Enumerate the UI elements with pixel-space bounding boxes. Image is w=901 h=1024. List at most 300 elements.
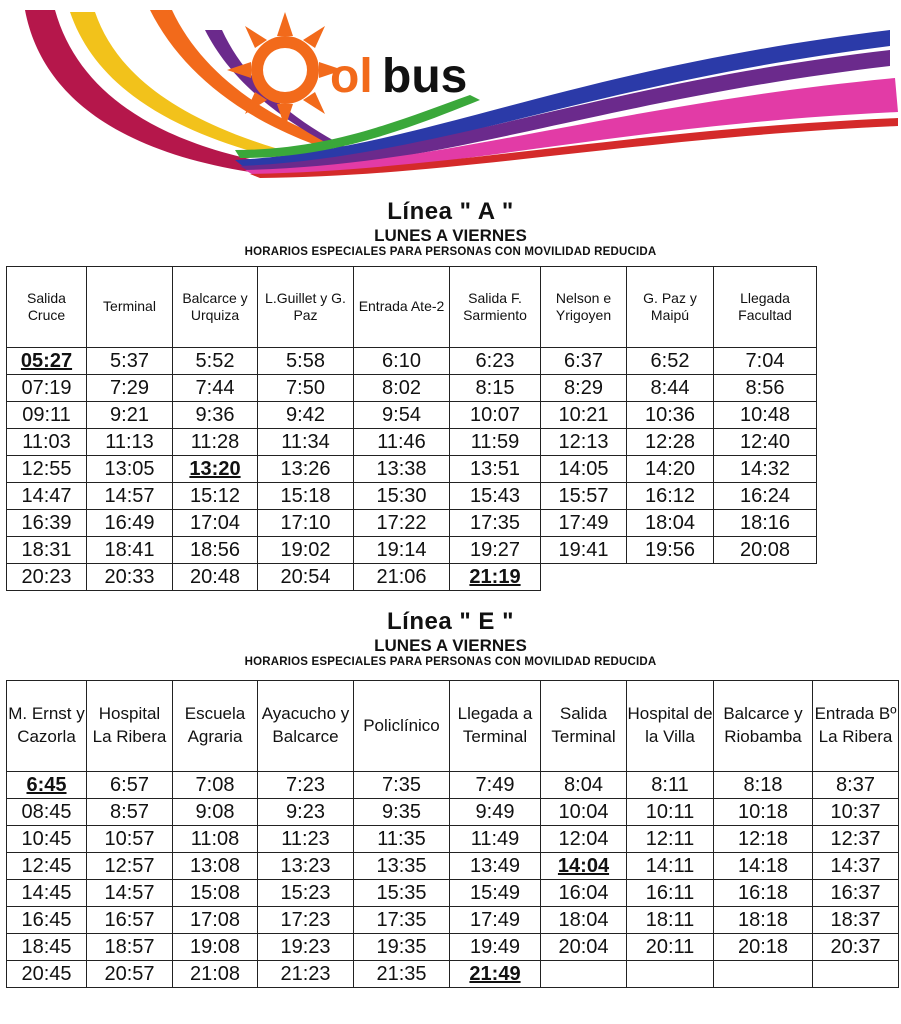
table-row <box>7 880 899 907</box>
time-value: 20:33 <box>104 565 155 588</box>
time-value: 18:37 <box>830 908 881 931</box>
time-cell <box>354 772 450 799</box>
time-cell <box>258 456 354 483</box>
time-value: 8:37 <box>836 773 875 796</box>
time-value: 13:20 <box>189 457 241 480</box>
time-value: 17:22 <box>376 511 427 534</box>
table-row <box>7 537 817 564</box>
time-cell <box>7 375 87 402</box>
line-e-title: Línea " E " <box>387 608 514 635</box>
time-cell <box>627 429 714 456</box>
time-value: 10:57 <box>104 827 155 850</box>
time-cell <box>354 348 450 375</box>
time-value: 7:50 <box>286 376 325 399</box>
time-cell <box>173 799 258 826</box>
time-cell <box>7 456 87 483</box>
table-row <box>7 483 817 510</box>
time-value: 8:57 <box>110 800 149 823</box>
time-cell <box>87 348 173 375</box>
time-cell <box>541 564 627 591</box>
table-row <box>7 510 817 537</box>
time-value: 19:49 <box>469 935 521 958</box>
time-value: 18:04 <box>558 908 609 931</box>
time-cell <box>354 510 450 537</box>
table-row <box>7 456 817 483</box>
time-cell <box>627 772 714 799</box>
time-cell <box>627 826 714 853</box>
time-value: 12:04 <box>558 827 609 850</box>
time-cell <box>813 772 899 799</box>
time-cell <box>714 907 813 934</box>
time-value: 11:08 <box>190 827 240 850</box>
time-cell <box>714 429 817 456</box>
time-value: 18:45 <box>21 935 72 958</box>
time-cell <box>541 375 627 402</box>
time-value: 11:23 <box>281 827 330 850</box>
time-cell <box>450 880 541 907</box>
time-value: 21:08 <box>189 962 241 985</box>
time-value: 12:37 <box>830 827 881 850</box>
time-cell <box>714 375 817 402</box>
time-value: 7:35 <box>382 773 421 796</box>
time-value: 10:11 <box>645 800 695 823</box>
line-a-title-block <box>0 198 901 258</box>
time-cell <box>627 961 714 988</box>
table-row <box>7 402 817 429</box>
time-value: 20:54 <box>280 565 331 588</box>
time-cell <box>87 772 173 799</box>
time-value: 15:23 <box>280 881 331 904</box>
time-value: 8:44 <box>650 376 690 399</box>
line-a-title: Línea " A " <box>387 198 514 225</box>
time-cell <box>627 483 714 510</box>
time-value: 14:47 <box>21 484 72 507</box>
time-value: 16:12 <box>644 484 696 507</box>
time-value: 12:11 <box>645 827 695 850</box>
column-header: G. Paz y Maipú <box>627 267 714 348</box>
time-cell <box>450 961 541 988</box>
line-a-days: LUNES A VIERNES <box>374 226 527 245</box>
time-cell <box>450 402 541 429</box>
time-cell <box>541 880 627 907</box>
solbus-logo-banner <box>0 0 901 190</box>
time-value: 9:21 <box>110 403 149 426</box>
time-cell <box>354 483 450 510</box>
table-row <box>7 375 817 402</box>
time-cell <box>354 564 450 591</box>
time-value: 13:49 <box>469 854 521 877</box>
column-header: Balcarce y Riobamba <box>714 681 813 772</box>
time-cell <box>450 564 541 591</box>
time-value: 21:35 <box>376 962 427 985</box>
time-cell <box>173 826 258 853</box>
time-value: 6:10 <box>382 349 421 372</box>
time-value: 8:18 <box>743 773 783 796</box>
time-value: 05:27 <box>20 349 73 372</box>
time-value: 10:37 <box>830 800 881 823</box>
time-cell <box>450 826 541 853</box>
time-value: 8:29 <box>564 376 603 399</box>
time-value: 11:46 <box>377 430 426 453</box>
time-cell <box>258 826 354 853</box>
time-cell <box>173 429 258 456</box>
column-header: Hospital La Ribera <box>87 681 173 772</box>
time-cell <box>7 772 87 799</box>
time-value: 9:36 <box>195 403 235 426</box>
table-row <box>7 348 817 375</box>
time-cell <box>258 853 354 880</box>
time-cell <box>714 564 817 591</box>
time-value: 15:18 <box>280 484 331 507</box>
table-row <box>7 772 899 799</box>
time-cell <box>7 826 87 853</box>
time-cell <box>813 853 899 880</box>
column-header: Terminal <box>87 267 173 348</box>
time-cell <box>541 429 627 456</box>
time-cell <box>7 934 87 961</box>
time-value: 16:24 <box>739 484 791 507</box>
time-value: 15:12 <box>189 484 241 507</box>
time-value: 13:08 <box>189 854 241 877</box>
time-cell <box>627 907 714 934</box>
time-value: 16:04 <box>558 881 609 904</box>
time-cell <box>173 934 258 961</box>
time-cell <box>541 510 627 537</box>
time-cell <box>7 429 87 456</box>
column-header: Salida F. Sarmiento <box>450 267 541 348</box>
time-cell <box>714 880 813 907</box>
time-value: 07:19 <box>21 376 72 399</box>
table-row <box>7 564 817 591</box>
time-value: 13:51 <box>469 457 521 480</box>
time-value: 5:37 <box>110 349 149 372</box>
time-value: 7:04 <box>745 349 785 372</box>
time-cell <box>627 564 714 591</box>
time-value: 6:23 <box>475 349 515 372</box>
table-row <box>7 934 899 961</box>
time-cell <box>7 537 87 564</box>
time-cell <box>87 510 173 537</box>
time-value: 10:18 <box>737 800 789 823</box>
time-cell <box>541 348 627 375</box>
time-value: 8:02 <box>382 376 421 399</box>
time-cell <box>813 880 899 907</box>
time-cell <box>714 537 817 564</box>
time-value: 18:18 <box>737 908 789 931</box>
time-value: 20:45 <box>21 962 72 985</box>
time-cell <box>87 961 173 988</box>
time-cell <box>541 772 627 799</box>
time-cell <box>173 348 258 375</box>
table-row <box>7 961 899 988</box>
time-cell <box>258 961 354 988</box>
column-header: Salida Terminal <box>541 681 627 772</box>
time-cell <box>258 934 354 961</box>
time-cell <box>354 402 450 429</box>
time-cell <box>258 429 354 456</box>
time-value: 09:11 <box>22 403 71 426</box>
time-value: 20:08 <box>739 538 791 561</box>
time-value: 15:49 <box>469 881 521 904</box>
time-value: 11:13 <box>105 430 154 453</box>
time-value: 21:19 <box>469 565 521 588</box>
column-header: Salida Cruce <box>7 267 87 348</box>
time-cell <box>354 961 450 988</box>
time-cell <box>541 537 627 564</box>
time-value: 19:08 <box>189 935 241 958</box>
time-cell <box>714 456 817 483</box>
time-value: 12:45 <box>21 854 72 877</box>
time-cell <box>627 402 714 429</box>
line-a-note: HORARIOS ESPECIALES PARA PERSONAS CON MOVILIDAD REDUCIDA <box>244 246 657 258</box>
table-row <box>7 853 899 880</box>
table-header-row <box>7 681 899 772</box>
table-row <box>7 907 899 934</box>
column-header: Entrada Ate-2 <box>354 267 450 348</box>
time-cell <box>354 934 450 961</box>
time-cell <box>627 456 714 483</box>
time-value: 13:26 <box>280 457 331 480</box>
time-cell <box>714 772 813 799</box>
column-header: Escuela Agraria <box>173 681 258 772</box>
time-value: 11:28 <box>190 430 240 453</box>
time-cell <box>450 537 541 564</box>
time-value: 12:28 <box>644 430 696 453</box>
time-cell <box>87 429 173 456</box>
time-value: 21:49 <box>469 962 521 985</box>
time-value: 14:57 <box>104 484 155 507</box>
time-cell <box>541 907 627 934</box>
time-value: 11:35 <box>377 827 426 850</box>
time-value: 14:57 <box>104 881 155 904</box>
time-cell <box>7 510 87 537</box>
time-value: 18:04 <box>644 511 696 534</box>
time-value: 13:05 <box>104 457 155 480</box>
time-cell <box>450 799 541 826</box>
time-cell <box>354 456 450 483</box>
column-header: L.Guillet y G. Paz <box>258 267 354 348</box>
time-cell <box>173 537 258 564</box>
time-cell <box>258 799 354 826</box>
table-row <box>7 429 817 456</box>
time-value: 20:57 <box>104 962 155 985</box>
time-cell <box>813 799 899 826</box>
time-cell <box>87 799 173 826</box>
time-cell <box>7 853 87 880</box>
line-e-schedule-table <box>6 680 899 988</box>
time-cell <box>258 907 354 934</box>
time-cell <box>450 483 541 510</box>
time-cell <box>258 772 354 799</box>
time-cell <box>541 799 627 826</box>
time-cell <box>627 537 714 564</box>
time-value: 14:05 <box>558 457 609 480</box>
time-cell <box>627 853 714 880</box>
time-cell <box>813 826 899 853</box>
time-cell <box>173 907 258 934</box>
time-value: 19:02 <box>280 538 331 561</box>
time-cell <box>714 799 813 826</box>
time-value: 20:11 <box>645 935 695 958</box>
time-cell <box>258 348 354 375</box>
time-cell <box>627 348 714 375</box>
time-value: 16:39 <box>21 511 72 534</box>
time-value: 18:57 <box>104 935 155 958</box>
column-header: Llegada Facultad <box>714 267 817 348</box>
time-value: 10:48 <box>739 403 791 426</box>
time-value: 10:36 <box>644 403 696 426</box>
time-cell <box>258 564 354 591</box>
time-cell <box>450 456 541 483</box>
time-value: 12:40 <box>739 430 791 453</box>
time-cell <box>87 537 173 564</box>
time-cell <box>258 510 354 537</box>
time-value: 17:10 <box>280 511 331 534</box>
time-cell <box>354 537 450 564</box>
time-cell <box>813 934 899 961</box>
time-cell <box>450 772 541 799</box>
time-value: 17:23 <box>280 908 331 931</box>
time-value: 7:08 <box>195 773 235 796</box>
time-cell <box>173 375 258 402</box>
time-value: 20:48 <box>189 565 241 588</box>
time-cell <box>7 564 87 591</box>
time-cell <box>87 934 173 961</box>
time-value: 9:54 <box>382 403 421 426</box>
time-value: 11:59 <box>470 430 520 453</box>
time-cell <box>714 853 813 880</box>
time-cell <box>714 402 817 429</box>
time-cell <box>173 456 258 483</box>
time-cell <box>7 907 87 934</box>
time-value: 6:37 <box>564 349 603 372</box>
time-cell <box>258 483 354 510</box>
time-value: 8:15 <box>475 376 515 399</box>
time-cell <box>450 907 541 934</box>
time-value: 8:56 <box>745 376 785 399</box>
time-value: 17:49 <box>558 511 609 534</box>
time-value: 5:58 <box>286 349 325 372</box>
time-value: 14:20 <box>644 457 696 480</box>
time-cell <box>173 483 258 510</box>
time-value: 12:57 <box>104 854 155 877</box>
time-value: 9:49 <box>475 800 515 823</box>
time-cell <box>258 537 354 564</box>
time-cell <box>354 375 450 402</box>
time-value: 10:07 <box>469 403 521 426</box>
time-cell <box>173 772 258 799</box>
time-value: 18:11 <box>645 908 695 931</box>
time-value: 17:04 <box>189 511 241 534</box>
time-value: 18:16 <box>739 511 791 534</box>
time-value: 7:23 <box>286 773 325 796</box>
time-value: 13:38 <box>376 457 427 480</box>
time-value: 10:45 <box>21 827 72 850</box>
time-cell <box>173 402 258 429</box>
time-value: 14:11 <box>645 854 695 877</box>
column-header: Ayacucho y Balcarce <box>258 681 354 772</box>
line-a-schedule-table <box>6 266 817 591</box>
time-cell <box>450 348 541 375</box>
time-cell <box>541 961 627 988</box>
time-cell <box>627 375 714 402</box>
time-cell <box>541 483 627 510</box>
time-value: 14:32 <box>739 457 791 480</box>
column-header: Hospital de la Villa <box>627 681 714 772</box>
time-value: 7:44 <box>195 376 235 399</box>
time-value: 6:45 <box>26 773 67 796</box>
time-value: 15:35 <box>376 881 427 904</box>
time-value: 19:35 <box>376 935 427 958</box>
time-value: 15:30 <box>376 484 427 507</box>
time-value: 18:56 <box>189 538 241 561</box>
time-cell <box>813 961 899 988</box>
time-value: 19:27 <box>469 538 521 561</box>
time-cell <box>7 402 87 429</box>
time-cell <box>87 375 173 402</box>
time-value: 14:18 <box>737 854 789 877</box>
time-cell <box>7 961 87 988</box>
time-value: 16:45 <box>21 908 72 931</box>
time-value: 18:31 <box>21 538 72 561</box>
time-cell <box>173 961 258 988</box>
table-header-row <box>7 267 817 348</box>
time-value: 16:37 <box>830 881 881 904</box>
time-cell <box>541 402 627 429</box>
time-value: 20:04 <box>558 935 609 958</box>
column-header: Entrada Bº La Ribera <box>813 681 899 772</box>
time-cell <box>354 799 450 826</box>
time-cell <box>450 375 541 402</box>
time-value: 19:23 <box>280 935 331 958</box>
time-value: 9:23 <box>286 800 325 823</box>
time-cell <box>173 880 258 907</box>
time-cell <box>87 456 173 483</box>
time-cell <box>627 799 714 826</box>
time-cell <box>541 826 627 853</box>
column-header: Nelson e Yrigoyen <box>541 267 627 348</box>
time-value: 16:57 <box>104 908 155 931</box>
time-cell <box>714 510 817 537</box>
time-value: 17:49 <box>469 908 521 931</box>
time-value: 15:43 <box>469 484 521 507</box>
time-cell <box>541 456 627 483</box>
time-value: 8:11 <box>651 773 689 796</box>
column-header: M. Ernst y Cazorla <box>7 681 87 772</box>
time-value: 6:57 <box>110 773 149 796</box>
time-value: 14:45 <box>21 881 72 904</box>
time-value: 08:45 <box>21 800 72 823</box>
time-value: 12:55 <box>21 457 72 480</box>
time-cell <box>87 564 173 591</box>
time-value: 19:14 <box>376 538 427 561</box>
time-cell <box>627 934 714 961</box>
time-cell <box>173 510 258 537</box>
time-cell <box>714 934 813 961</box>
time-value: 10:21 <box>558 403 609 426</box>
line-e-title-block <box>0 608 901 668</box>
time-value: 6:52 <box>650 349 690 372</box>
time-value: 9:08 <box>195 800 235 823</box>
time-cell <box>714 483 817 510</box>
time-value: 17:35 <box>376 908 427 931</box>
time-cell <box>627 510 714 537</box>
time-value: 15:08 <box>189 881 241 904</box>
time-value: 16:49 <box>104 511 155 534</box>
time-value: 16:11 <box>645 881 695 904</box>
time-value: 20:37 <box>830 935 881 958</box>
time-cell <box>354 826 450 853</box>
